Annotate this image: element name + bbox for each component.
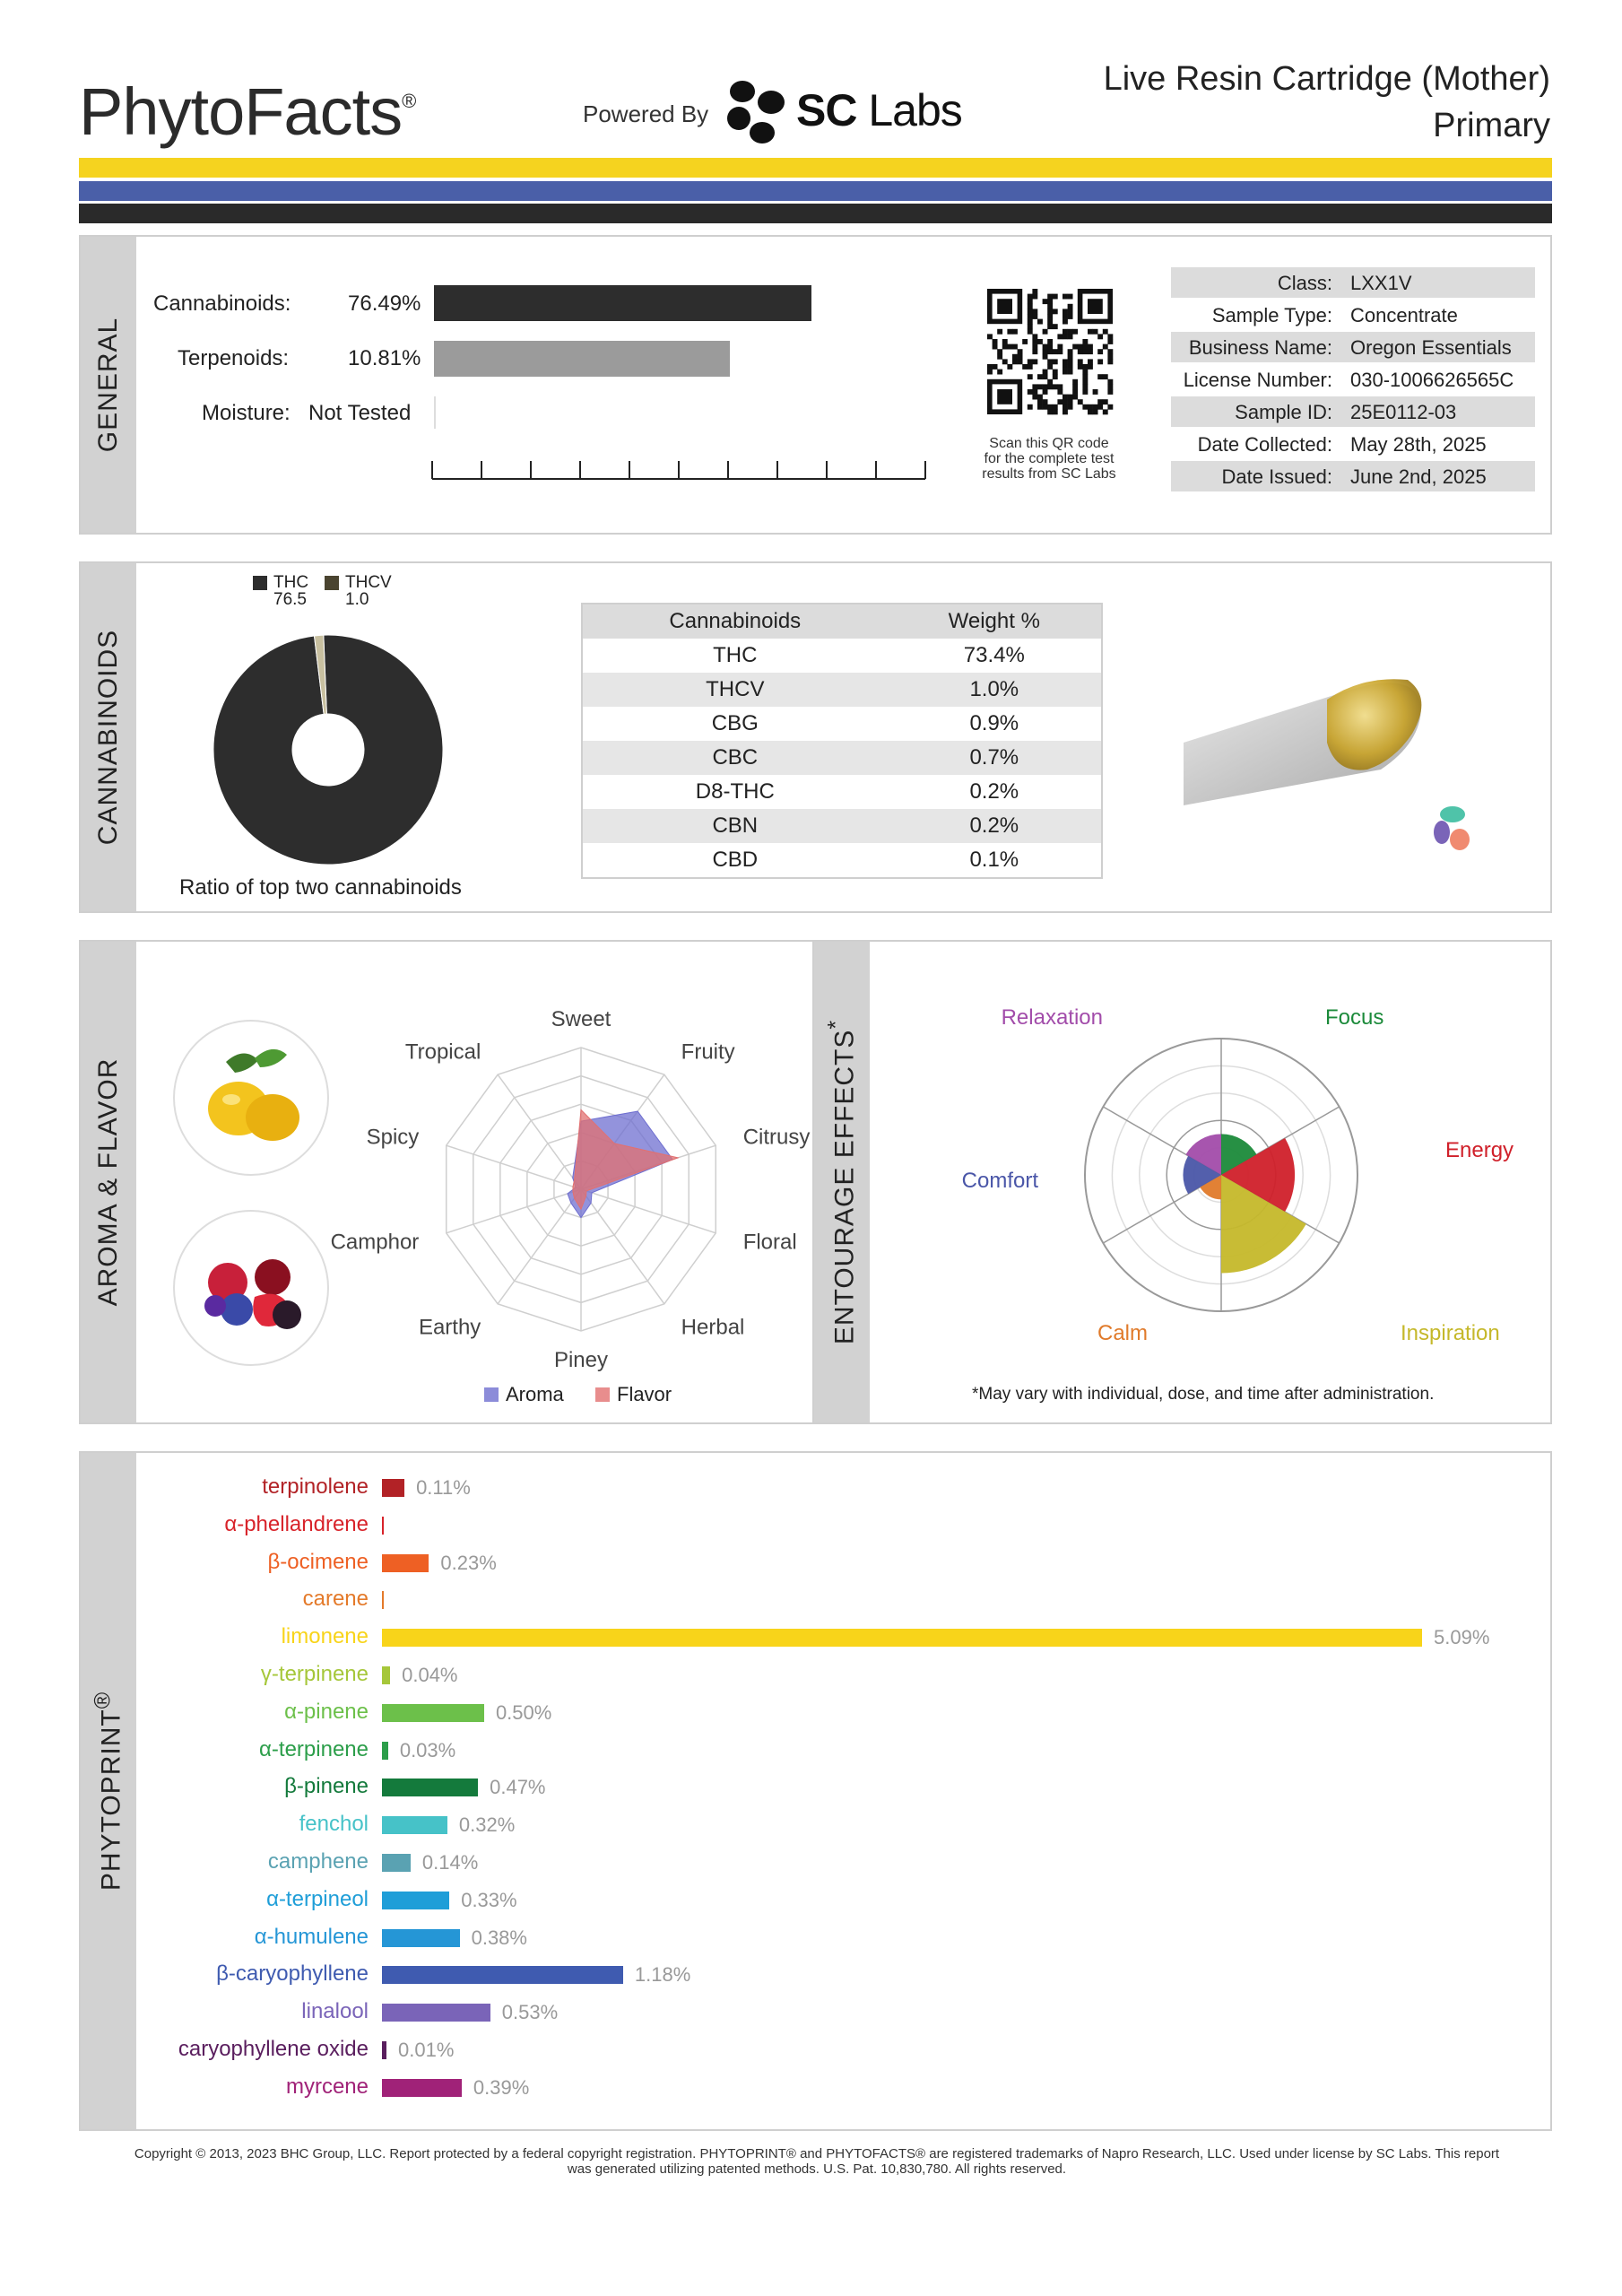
ratio-caption: Ratio of top two cannabinoids bbox=[179, 875, 462, 900]
blue-stripe bbox=[79, 181, 1552, 201]
moisture-label: Moisture: bbox=[202, 401, 291, 425]
donut-slice-thc bbox=[213, 635, 443, 865]
info-row bbox=[1171, 429, 1535, 459]
table-row bbox=[582, 673, 1102, 707]
cannabinoid-weight: 0.2% bbox=[969, 779, 1019, 804]
cannabinoid-name: CBC bbox=[582, 741, 888, 775]
sc-labs-logo-icon bbox=[723, 79, 789, 145]
document-title bbox=[1104, 56, 1550, 149]
product-name: Live Resin Cartridge (Mother) bbox=[1103, 60, 1550, 98]
radar-axis-label: Sweet bbox=[551, 1007, 612, 1031]
terpene-value: 0.11% bbox=[416, 1476, 471, 1499]
terpene-name: carene bbox=[302, 1587, 369, 1612]
sc-labs-wordmark: SC Labs bbox=[796, 85, 962, 135]
lemon-aroma-icon bbox=[172, 1019, 330, 1177]
cannabinoids-bar bbox=[434, 285, 811, 321]
cannabinoid-table bbox=[581, 603, 1103, 879]
terpene-name: terpinolene bbox=[262, 1474, 369, 1499]
terpene-bar bbox=[382, 2004, 490, 2022]
terpenoids-label: Terpenoids: bbox=[178, 346, 290, 370]
cannabinoid-name: THCV bbox=[582, 673, 888, 707]
general-section-label: GENERAL bbox=[93, 317, 123, 453]
terpene-name: α-terpineol bbox=[266, 1886, 369, 1911]
terpene-bar bbox=[382, 1742, 388, 1760]
terpene-bar bbox=[382, 1892, 449, 1909]
legend-thc: THC 76.5 bbox=[273, 573, 309, 609]
terpene-bar bbox=[382, 1779, 478, 1796]
moisture-value: Not Tested bbox=[308, 401, 412, 425]
table-row bbox=[582, 707, 1102, 741]
info-row bbox=[1171, 267, 1535, 298]
info-key: License Number: bbox=[1183, 369, 1332, 391]
effect-label-calm: Calm bbox=[1097, 1321, 1148, 1345]
terpene-value: 0.14% bbox=[421, 1851, 479, 1874]
terpene-bar bbox=[382, 1816, 447, 1834]
terpene-name: β-ocimene bbox=[267, 1549, 369, 1574]
terpene-value: 0.01% bbox=[398, 2039, 455, 2061]
legend-thc-swatch bbox=[253, 576, 267, 590]
radar-axis-label: Earthy bbox=[418, 1315, 481, 1340]
terpene-name: α-pinene bbox=[284, 1699, 369, 1724]
table-row bbox=[582, 741, 1102, 775]
aroma-section-label: AROMA & FLAVOR bbox=[93, 1057, 123, 1307]
radar-axis-label: Floral bbox=[742, 1230, 797, 1255]
terpene-name: α-terpinene bbox=[259, 1736, 369, 1761]
effect-label-focus: Focus bbox=[1325, 1005, 1384, 1030]
terpene-bar bbox=[382, 1666, 390, 1684]
terpene-name: α-phellandrene bbox=[224, 1511, 369, 1536]
cannabinoid-name: CBD bbox=[712, 848, 759, 872]
cannabinoids-value: 76.49% bbox=[348, 291, 421, 316]
aroma-flavor-radar-chart bbox=[330, 987, 825, 1372]
berries-flavor-icon bbox=[172, 1209, 330, 1367]
terpene-bar bbox=[382, 1629, 1422, 1647]
terpene-name: myrcene bbox=[285, 2074, 369, 2099]
phytoprint-sidebar bbox=[81, 1453, 136, 2129]
info-row bbox=[1171, 396, 1535, 427]
radar-axis-label: Tropical bbox=[404, 1039, 481, 1065]
phytoprint-section-label: PHYTOPRINT® bbox=[90, 1691, 126, 1892]
info-value: Oregon Essentials bbox=[1350, 336, 1512, 359]
terpene-value: 0.23% bbox=[440, 1551, 497, 1574]
cannabinoids-label: Cannabinoids: bbox=[153, 291, 291, 316]
cannabinoid-weight: 0.1% bbox=[969, 848, 1019, 872]
moisture-bar bbox=[434, 396, 436, 429]
copyright-footer: Copyright © 2013, 2023 BHC Group, LLC. Report protected by a federal copyright registration. PHYTOPRINT® and PHYTOFACTS® are registered trademarks of Napro Research, LLC. Used under license by SC Labs. This report was generated utilizing patented methods. U.S. Pat. 10,830,780. All rights reserved. bbox=[134, 2146, 1500, 2177]
terpene-name: linalool bbox=[301, 1999, 369, 2024]
header-cannabinoids: Cannabinoids bbox=[582, 604, 888, 639]
terpenoids-bar bbox=[434, 341, 730, 377]
radar-axis-label: Spicy bbox=[366, 1125, 420, 1150]
powered-by-label: Powered By bbox=[583, 100, 709, 127]
cannabinoid-weight: 0.9% bbox=[969, 711, 1019, 735]
table-row bbox=[582, 775, 1102, 809]
terpene-bar bbox=[382, 2041, 386, 2059]
legend-thcv-swatch bbox=[325, 576, 339, 590]
info-key: Business Name: bbox=[1188, 336, 1332, 359]
cannabinoid-weight: 73.4% bbox=[963, 643, 1025, 667]
info-value: May 28th, 2025 bbox=[1350, 433, 1487, 456]
terpene-value: 0.38% bbox=[471, 1926, 527, 1949]
info-key: Date Issued: bbox=[1221, 465, 1332, 488]
phytofacts-logo: PhytoFacts® bbox=[79, 74, 416, 149]
radar-axis-label: Camphor bbox=[330, 1230, 420, 1255]
info-key: Date Collected: bbox=[1197, 433, 1332, 456]
qr-code-icon[interactable] bbox=[987, 289, 1113, 414]
aroma-sidebar bbox=[81, 942, 136, 1422]
terpene-bar bbox=[382, 1704, 484, 1722]
cannabinoid-name: THC bbox=[713, 643, 758, 667]
cannabinoid-name: CBN bbox=[582, 809, 888, 843]
info-value: LXX1V bbox=[1350, 272, 1412, 294]
header-weight: Weight % bbox=[888, 604, 1102, 639]
effects-section-label: ENTOURAGE EFFECTS* bbox=[823, 1019, 860, 1345]
legend-thcv: THCV 1.0 bbox=[345, 573, 392, 609]
info-value: 030-1006626565C bbox=[1350, 369, 1514, 391]
radar-axis-label: Piney bbox=[553, 1348, 609, 1372]
info-key: Class: bbox=[1277, 272, 1332, 294]
terpene-bar bbox=[382, 2079, 462, 2097]
terpene-value: 0.47% bbox=[490, 1776, 546, 1799]
terpene-value: 0.04% bbox=[402, 1664, 458, 1686]
table-row bbox=[582, 639, 1102, 673]
terpene-value: 0.32% bbox=[458, 1813, 516, 1837]
radar-axis-label: Citrusy bbox=[742, 1125, 811, 1150]
info-value: June 2nd, 2025 bbox=[1350, 465, 1487, 488]
effects-footnote: *May vary with individual, dose, and time after administration. bbox=[972, 1385, 1435, 1404]
terpene-bar bbox=[382, 1854, 411, 1872]
concentrate-product-image bbox=[1184, 635, 1479, 859]
terpene-name: γ-terpinene bbox=[260, 1662, 369, 1686]
terpene-value: 1.18% bbox=[634, 1963, 691, 1987]
terpene-value: 0.39% bbox=[473, 2075, 530, 2099]
info-key: Sample ID: bbox=[1235, 401, 1332, 423]
legend-flavor-swatch bbox=[595, 1387, 610, 1402]
effect-label-energy: Energy bbox=[1445, 1138, 1514, 1162]
legend-aroma-swatch bbox=[484, 1387, 499, 1402]
legend-aroma: Aroma bbox=[506, 1383, 564, 1405]
terpene-name: β-caryophyllene bbox=[216, 1961, 369, 1987]
terpenoids-value: 10.81% bbox=[348, 346, 421, 370]
general-sidebar bbox=[81, 237, 136, 533]
info-value: Concentrate bbox=[1350, 304, 1458, 326]
terpene-name: camphene bbox=[267, 1849, 369, 1874]
info-row bbox=[1171, 461, 1535, 491]
terpene-name: fenchol bbox=[299, 1812, 369, 1837]
cannabinoid-weight: 1.0% bbox=[888, 673, 1102, 707]
cannabinoids-section-label: CANNABINOIDS bbox=[93, 629, 123, 846]
cannabinoids-sidebar bbox=[81, 563, 136, 911]
terpene-bar bbox=[382, 1929, 460, 1947]
terpene-bar bbox=[382, 1554, 429, 1572]
effect-label-comfort: Comfort bbox=[961, 1169, 1038, 1193]
terpene-value: 0.50% bbox=[495, 1700, 552, 1724]
terpene-name: limonene bbox=[281, 1624, 369, 1649]
effects-sidebar bbox=[814, 942, 870, 1422]
qr-caption: Scan this QR code for the complete test results from SC Labs bbox=[982, 436, 1116, 482]
table-row bbox=[582, 809, 1102, 843]
info-value: 25E0112-03 bbox=[1350, 401, 1457, 423]
radar-axis-label: Herbal bbox=[681, 1315, 745, 1340]
terpene-value: 0.53% bbox=[501, 2001, 559, 2024]
terpene-value: 0.33% bbox=[461, 1888, 517, 1911]
entourage-effects-chart bbox=[961, 1004, 1514, 1345]
cannabinoid-weight: 0.2% bbox=[888, 809, 1102, 843]
legend-flavor: Flavor bbox=[617, 1383, 672, 1405]
effect-label-relaxation: Relaxation bbox=[1001, 1005, 1103, 1030]
terpene-value: 5.09% bbox=[1434, 1626, 1490, 1649]
product-category: Primary bbox=[1433, 107, 1550, 144]
info-row bbox=[1171, 300, 1535, 330]
terpene-bar bbox=[382, 1966, 623, 1984]
info-row bbox=[1171, 332, 1535, 362]
yellow-stripe bbox=[79, 158, 1552, 178]
radar-axis-label: Fruity bbox=[681, 1039, 735, 1065]
info-key: Sample Type: bbox=[1211, 304, 1332, 326]
terpene-bar bbox=[382, 1591, 384, 1609]
table-row bbox=[582, 843, 1102, 878]
terpene-bar bbox=[382, 1479, 404, 1497]
terpene-value: 0.03% bbox=[399, 1738, 456, 1761]
cannabinoid-ratio-donut bbox=[203, 624, 454, 875]
general-scale-axis bbox=[430, 456, 932, 483]
terpene-name: β-pinene bbox=[284, 1774, 369, 1799]
cannabinoid-name: D8-THC bbox=[695, 779, 775, 804]
effect-label-inspiration: Inspiration bbox=[1401, 1321, 1500, 1345]
dark-stripe bbox=[79, 204, 1552, 223]
cannabinoid-weight: 0.7% bbox=[888, 741, 1102, 775]
terpene-bar bbox=[382, 1517, 384, 1535]
cannabinoid-name: CBG bbox=[711, 711, 759, 735]
info-row bbox=[1171, 364, 1535, 395]
terpene-name: α-humulene bbox=[254, 1924, 369, 1949]
terpene-name: caryophyllene oxide bbox=[178, 2037, 369, 2061]
